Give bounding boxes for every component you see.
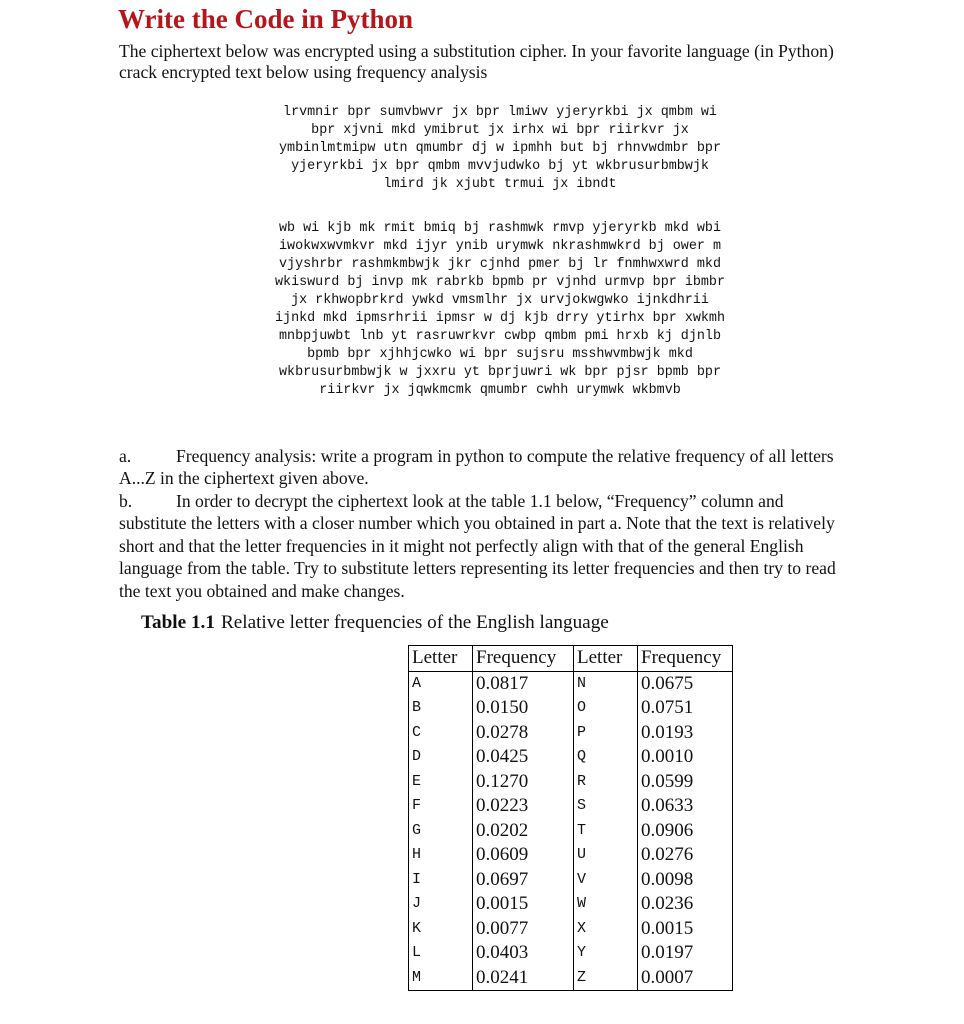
frequency-cell: 0.0077	[473, 917, 574, 942]
ciphertext-line: wb wi kjb mk rmit bmiq bj rashmwk rmvp yjeryrkb mkd wbi	[279, 221, 721, 236]
frequency-cell: 0.0403	[473, 941, 574, 966]
letter-cell: L	[409, 941, 473, 966]
letter-cell: B	[409, 696, 473, 721]
letter-cell: M	[409, 966, 473, 991]
frequency-cell: 0.0278	[473, 721, 574, 746]
ciphertext-line: mnbpjuwbt lnb yt rasruwrkvr cwbp qmbm pmi hrxb kj djnlb	[279, 329, 721, 344]
letter-cell: C	[409, 721, 473, 746]
frequency-cell: 0.0007	[638, 966, 733, 991]
intro-paragraph: The ciphertext below was encrypted using a substitution cipher. In your favorite language (in Python) crack encrypted text below using frequency analysis	[119, 41, 834, 82]
ciphertext-line: jx rkhwopbrkrd ywkd vmsmlhr jx urvjokwgwko ijnkdhrii	[291, 293, 709, 308]
table-body	[409, 671, 733, 991]
letter-cell: Y	[574, 941, 638, 966]
question-a-text: Frequency analysis: write a program in python to compute the relative frequency of all letters A...Z in the ciphertext given above.	[119, 446, 834, 489]
ciphertext-line: lmird jk xjubt trmui jx ibndt	[383, 177, 617, 192]
ciphertext-block-2	[190, 220, 810, 400]
ciphertext-line: ijnkd mkd ipmsrhrii ipmsr w dj kjb drry ytirhx bpr xwkmh	[275, 311, 725, 326]
letter-cell: I	[409, 868, 473, 893]
question-a	[119, 445, 851, 490]
letter-cell: X	[574, 917, 638, 942]
frequency-cell: 0.0223	[473, 794, 574, 819]
question-b-label: b.	[119, 491, 133, 511]
frequency-cell: 0.0276	[638, 843, 733, 868]
letter-cell: T	[574, 819, 638, 844]
table-row	[409, 745, 733, 770]
frequency-cell: 0.0236	[638, 892, 733, 917]
header-frequency: Frequency	[473, 646, 574, 672]
table-caption-number: Table 1.1	[141, 612, 215, 633]
frequency-cell: 0.0150	[473, 696, 574, 721]
letter-cell: R	[574, 770, 638, 795]
letter-cell: G	[409, 819, 473, 844]
ciphertext-line: iwokwxwvmkvr mkd ijyr ynib urymwk nkrashmwkrd bj ower m	[279, 239, 721, 254]
letter-cell: O	[574, 696, 638, 721]
table-row	[409, 696, 733, 721]
table-row	[409, 966, 733, 991]
header-letter: Letter	[574, 646, 638, 672]
ciphertext-line: ymbinlmtmipw utn qmumbr dj w ipmhh but bj rhnvwdmbr bpr	[279, 141, 721, 156]
table-row	[409, 868, 733, 893]
letter-cell: Z	[574, 966, 638, 991]
letter-cell: J	[409, 892, 473, 917]
table-row	[409, 721, 733, 746]
frequency-cell: 0.0697	[473, 868, 574, 893]
frequency-cell: 0.0675	[638, 671, 733, 696]
letter-cell: E	[409, 770, 473, 795]
frequency-cell: 0.0193	[638, 721, 733, 746]
ciphertext-line: wkiswurd bj invp mk rabrkb bpmb pr vjnhd urmvp bpr ibmbr	[275, 275, 725, 290]
ciphertext-line: yjeryrkbi jx bpr qmbm mvvjudwko bj yt wkbrusurbmbwjk	[291, 159, 709, 174]
frequency-cell: 0.0015	[473, 892, 574, 917]
frequency-cell: 0.0425	[473, 745, 574, 770]
letter-cell: K	[409, 917, 473, 942]
question-b	[119, 490, 851, 602]
header-frequency: Frequency	[638, 646, 733, 672]
letter-cell: N	[574, 671, 638, 696]
question-b-text: In order to decrypt the ciphertext look at the table 1.1 below, “Frequency” column and substitute the letters with a closer number which you obtained in part a. Note that the text is relatively short and that the letter frequencies in it might not perfectly align with that of the general English language from the table. Try to substitute letters representing its letter frequencies and then try to read the text you obtained and make changes.	[119, 491, 836, 601]
ciphertext-line: vjyshrbr rashmkmbwjk jkr cjnhd pmer bj lr fnmhwxwrd mkd	[279, 257, 721, 272]
letter-cell: V	[574, 868, 638, 893]
page-title: Write the Code in Python	[118, 4, 413, 34]
table-row	[409, 819, 733, 844]
frequency-cell: 0.0599	[638, 770, 733, 795]
ciphertext-line: wkbrusurbmbwjk w jxxru yt bprjuwri wk bpr pjsr bpmb bpr	[279, 365, 721, 380]
letter-cell: A	[409, 671, 473, 696]
letter-cell: D	[409, 745, 473, 770]
table-row	[409, 941, 733, 966]
table-header-row	[409, 646, 733, 672]
letter-cell: H	[409, 843, 473, 868]
table-caption	[141, 612, 609, 634]
table-row	[409, 671, 733, 696]
letter-cell: F	[409, 794, 473, 819]
frequency-cell: 0.0098	[638, 868, 733, 893]
frequency-cell: 0.0241	[473, 966, 574, 991]
frequency-cell: 0.0010	[638, 745, 733, 770]
frequency-cell: 0.0633	[638, 794, 733, 819]
frequency-cell: 0.0609	[473, 843, 574, 868]
table-row	[409, 917, 733, 942]
ciphertext-line: bpmb bpr xjhhjcwko wi bpr sujsru msshwvmbwjk mkd	[307, 347, 693, 362]
ciphertext-line: lrvmnir bpr sumvbwvr jx bpr lmiwv yjeryrkbi jx qmbm wi	[283, 105, 717, 120]
letter-cell: Q	[574, 745, 638, 770]
frequency-cell: 0.0015	[638, 917, 733, 942]
ciphertext-line: riirkvr jx jqwkmcmk qmumbr cwhh urymwk wkbmvb	[319, 383, 681, 398]
question-a-label: a.	[119, 446, 132, 466]
frequency-cell: 0.0817	[473, 671, 574, 696]
table-row	[409, 770, 733, 795]
table-row	[409, 843, 733, 868]
ciphertext-line: bpr xjvni mkd ymibrut jx irhx wi bpr riirkvr jx	[311, 123, 689, 138]
ciphertext-block-1	[190, 104, 810, 194]
frequency-cell: 0.0751	[638, 696, 733, 721]
frequency-cell: 0.1270	[473, 770, 574, 795]
table-row	[409, 892, 733, 917]
frequency-cell: 0.0906	[638, 819, 733, 844]
letter-cell: W	[574, 892, 638, 917]
letter-cell: U	[574, 843, 638, 868]
header-letter: Letter	[409, 646, 473, 672]
letter-cell: P	[574, 721, 638, 746]
table-caption-text: Relative letter frequencies of the English language	[220, 612, 609, 633]
frequency-cell: 0.0197	[638, 941, 733, 966]
table-row	[409, 794, 733, 819]
frequency-cell: 0.0202	[473, 819, 574, 844]
frequency-table	[408, 645, 733, 991]
letter-cell: S	[574, 794, 638, 819]
